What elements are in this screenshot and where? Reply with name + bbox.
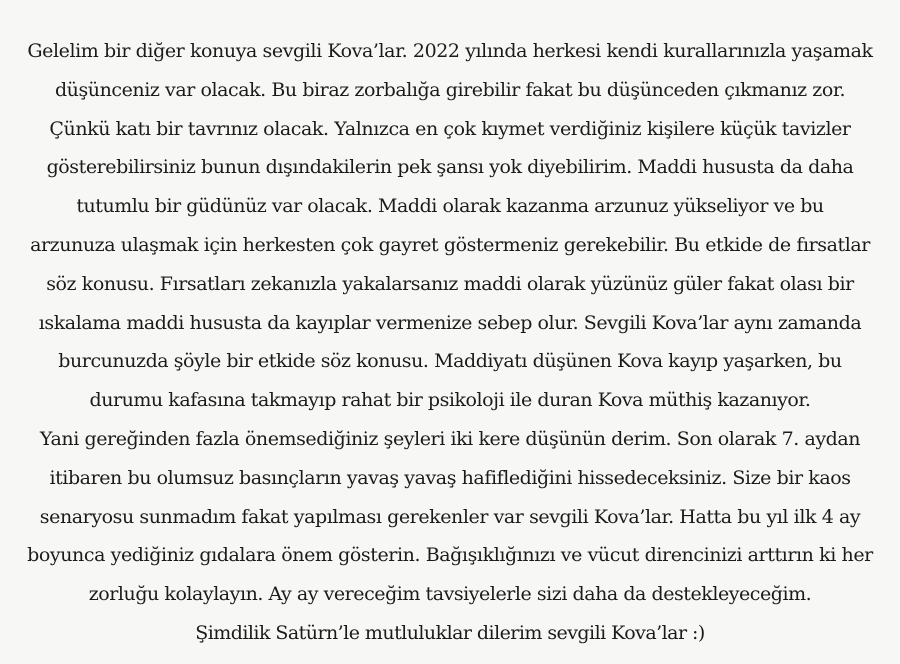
text-line: Şimdilik Satürn’le mutluluklar dilerim sevgili Kova’lar :) (195, 621, 705, 644)
text-line: senaryosu sunmadım fakat yapılması gerekenler var sevgili Kova’lar. Hatta bu yıl ilk 4 ay (39, 505, 861, 528)
text-line: itibaren bu olumsuz basınçların yavaş yavaş hafiflediğini hissedeceksiniz. Size bir kaos (49, 466, 851, 489)
text-line: durumu kafasına takmayıp rahat bir psikoloji ile duran Kova müthiş kazanıyor. (89, 389, 811, 412)
text-line: zorluğu kolaylayın. Ay ay vereceğim tavsiyelerle sizi daha da destekleyeceğim. (88, 583, 812, 606)
text-line: arzunuza ulaşmak için herkesten çok gayret göstermeniz gerekebilir. Bu etkide de fırsatlar (30, 233, 870, 256)
text-line: Gelelim bir diğer konuya sevgili Kova’lar. 2022 yılında herkesi kendi kurallarınızla yaşamak (27, 40, 873, 62)
text-line: Çünkü katı bir tavrınız olacak. Yalnızca en çok kıymet verdiğiniz kişilere küçük tavizler (49, 117, 851, 140)
text-line: gösterebilirsiniz bunun dışındakilerin pek şansı yok diyebilirim. Maddi hususta da daha (46, 156, 854, 179)
text-line: boyunca yediğiniz gıdalara önem gösterin. Bağışıklığınızı ve vücut direncinizi arttırın ki her (27, 544, 873, 567)
text-line: Yani gereğinden fazla önemsediğiniz şeyleri iki kere düşünün derim. Son olarak 7. aydan (39, 427, 861, 450)
text-line: ıskalama maddi hususta da kayıplar vermenize sebep olur. Sevgili Kova’lar aynı zamanda (38, 311, 862, 334)
text-line: düşünceniz var olacak. Bu biraz zorbalığa girebilir fakat bu düşünceden çıkmanız zor. (54, 78, 846, 101)
horoscope-paragraph (0, 32, 900, 653)
text-line: burcunuzda şöyle bir etkide söz konusu. Maddiyatı düşünen Kova kayıp yaşarken, bu (58, 350, 842, 373)
text-line: söz konusu. Fırsatları zekanızla yakalarsanız maddi olarak yüzünüz güler fakat olası bir (46, 272, 854, 295)
text-line: tutumlu bir güdünüz var olacak. Maddi olarak kazanma arzunuz yükseliyor ve bu (76, 195, 824, 218)
